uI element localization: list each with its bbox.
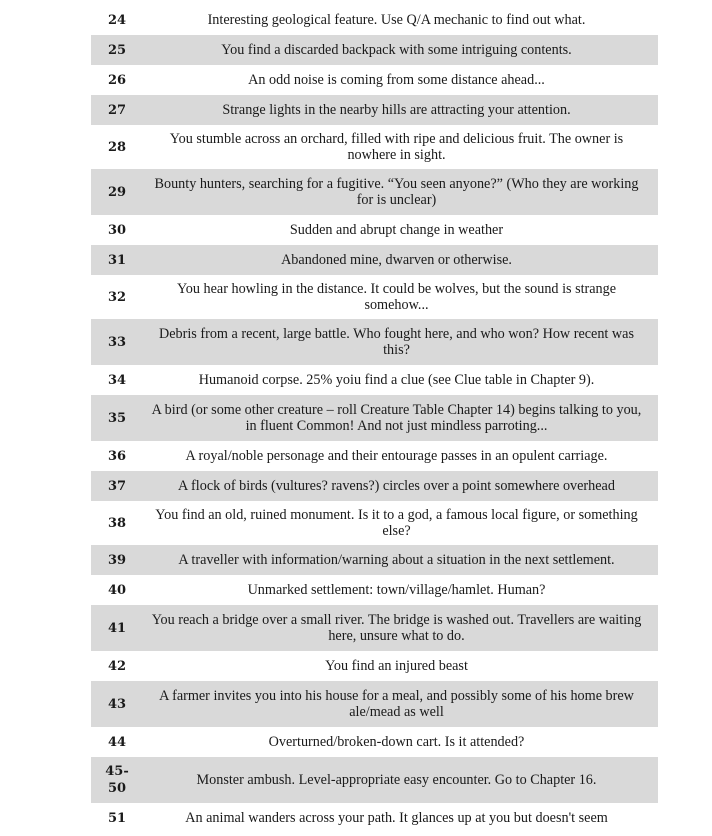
- table-row: [91, 575, 658, 605]
- table-row: [91, 545, 658, 575]
- row-number: 26: [107, 72, 127, 88]
- row-number: 40: [107, 582, 127, 598]
- table-row: [91, 681, 658, 727]
- row-number: 41: [107, 620, 127, 636]
- row-number: 34: [107, 372, 127, 388]
- row-text: Overturned/broken-down cart. Is it attended?: [268, 733, 525, 750]
- table-row: [91, 125, 658, 169]
- row-number: 25: [107, 42, 127, 58]
- table-row: [91, 501, 658, 545]
- row-number: 51: [107, 810, 127, 826]
- row-number: 39: [107, 552, 127, 568]
- row-text: You find an injured beast: [325, 657, 468, 674]
- row-text: A royal/noble personage and their entourage passes in an opulent carriage.: [185, 447, 608, 464]
- table-row: [91, 65, 658, 95]
- row-text: Unmarked settlement: town/village/hamlet. Human?: [247, 581, 546, 598]
- table-row: [91, 5, 658, 35]
- table-row: [91, 395, 658, 441]
- row-text: Sudden and abrupt change in weather: [289, 221, 504, 238]
- table-row: [91, 757, 658, 803]
- row-text: You find an old, ruined monument. Is it to a god, a famous local figure, or something else?: [155, 506, 638, 539]
- row-number: 32: [107, 289, 127, 305]
- row-number: 36: [107, 448, 127, 464]
- table-row: [91, 215, 658, 245]
- table-row: [91, 803, 658, 833]
- row-number: 37: [107, 478, 127, 494]
- table-row: [91, 651, 658, 681]
- row-text: An odd noise is coming from some distance ahead...: [248, 71, 545, 88]
- row-text: You find a discarded backpack with some intriguing contents.: [221, 41, 572, 58]
- row-text: A flock of birds (vultures? ravens?) circles over a point somewhere overhead: [178, 477, 615, 494]
- row-text: A farmer invites you into his house for a meal, and possibly some of his home brew ale/mead as well: [159, 687, 634, 720]
- row-text: Debris from a recent, large battle. Who fought here, and who won? How recent was this?: [159, 325, 634, 358]
- row-number: 24: [107, 12, 127, 28]
- row-text: Bounty hunters, searching for a fugitive. “You seen anyone?” (Who they are working for is unclear): [154, 175, 639, 208]
- encounter-table: [91, 5, 658, 833]
- row-text: Strange lights in the nearby hills are attracting your attention.: [222, 101, 571, 118]
- row-number: 30: [107, 222, 127, 238]
- row-number: 45-50: [105, 764, 129, 796]
- table-row: [91, 365, 658, 395]
- row-number: 27: [107, 102, 127, 118]
- row-number: 44: [107, 734, 127, 750]
- table-row: [91, 35, 658, 65]
- table-row: [91, 95, 658, 125]
- row-text: Interesting geological feature. Use Q/A mechanic to find out what.: [207, 11, 586, 28]
- row-number: 31: [107, 252, 127, 268]
- table-row: [91, 605, 658, 651]
- row-text: Monster ambush. Level-appropriate easy encounter. Go to Chapter 16.: [196, 771, 597, 788]
- row-text: An animal wanders across your path. It glances up at you but doesn't seem: [185, 809, 608, 826]
- table-row: [91, 727, 658, 757]
- table-row: [91, 275, 658, 319]
- row-text: Humanoid corpse. 25% yoiu find a clue (see Clue table in Chapter 9).: [198, 371, 595, 388]
- row-number: 43: [107, 696, 127, 712]
- row-number: 28: [107, 139, 127, 155]
- row-number: 33: [107, 334, 127, 350]
- row-number: 29: [107, 184, 127, 200]
- row-number: 38: [107, 515, 127, 531]
- table-row: [91, 319, 658, 365]
- row-number: 35: [107, 410, 127, 426]
- table-row: [91, 169, 658, 215]
- row-number: 42: [107, 658, 127, 674]
- row-text: You stumble across an orchard, filled with ripe and delicious fruit. The owner is nowhere in sight.: [169, 130, 624, 163]
- row-text: You reach a bridge over a small river. The bridge is washed out. Travellers are waiting here, unsure what to do.: [151, 611, 642, 644]
- row-text: Abandoned mine, dwarven or otherwise.: [281, 251, 512, 268]
- table-row: [91, 471, 658, 501]
- row-text: You hear howling in the distance. It could be wolves, but the sound is strange somehow...: [176, 280, 617, 313]
- table-row: [91, 245, 658, 275]
- table-row: [91, 441, 658, 471]
- row-text: A traveller with information/warning about a situation in the next settlement.: [178, 551, 615, 568]
- row-text: A bird (or some other creature – roll Creature Table Chapter 14) begins talking to you, in fluent Common! And not just mindless parroting...: [151, 401, 642, 434]
